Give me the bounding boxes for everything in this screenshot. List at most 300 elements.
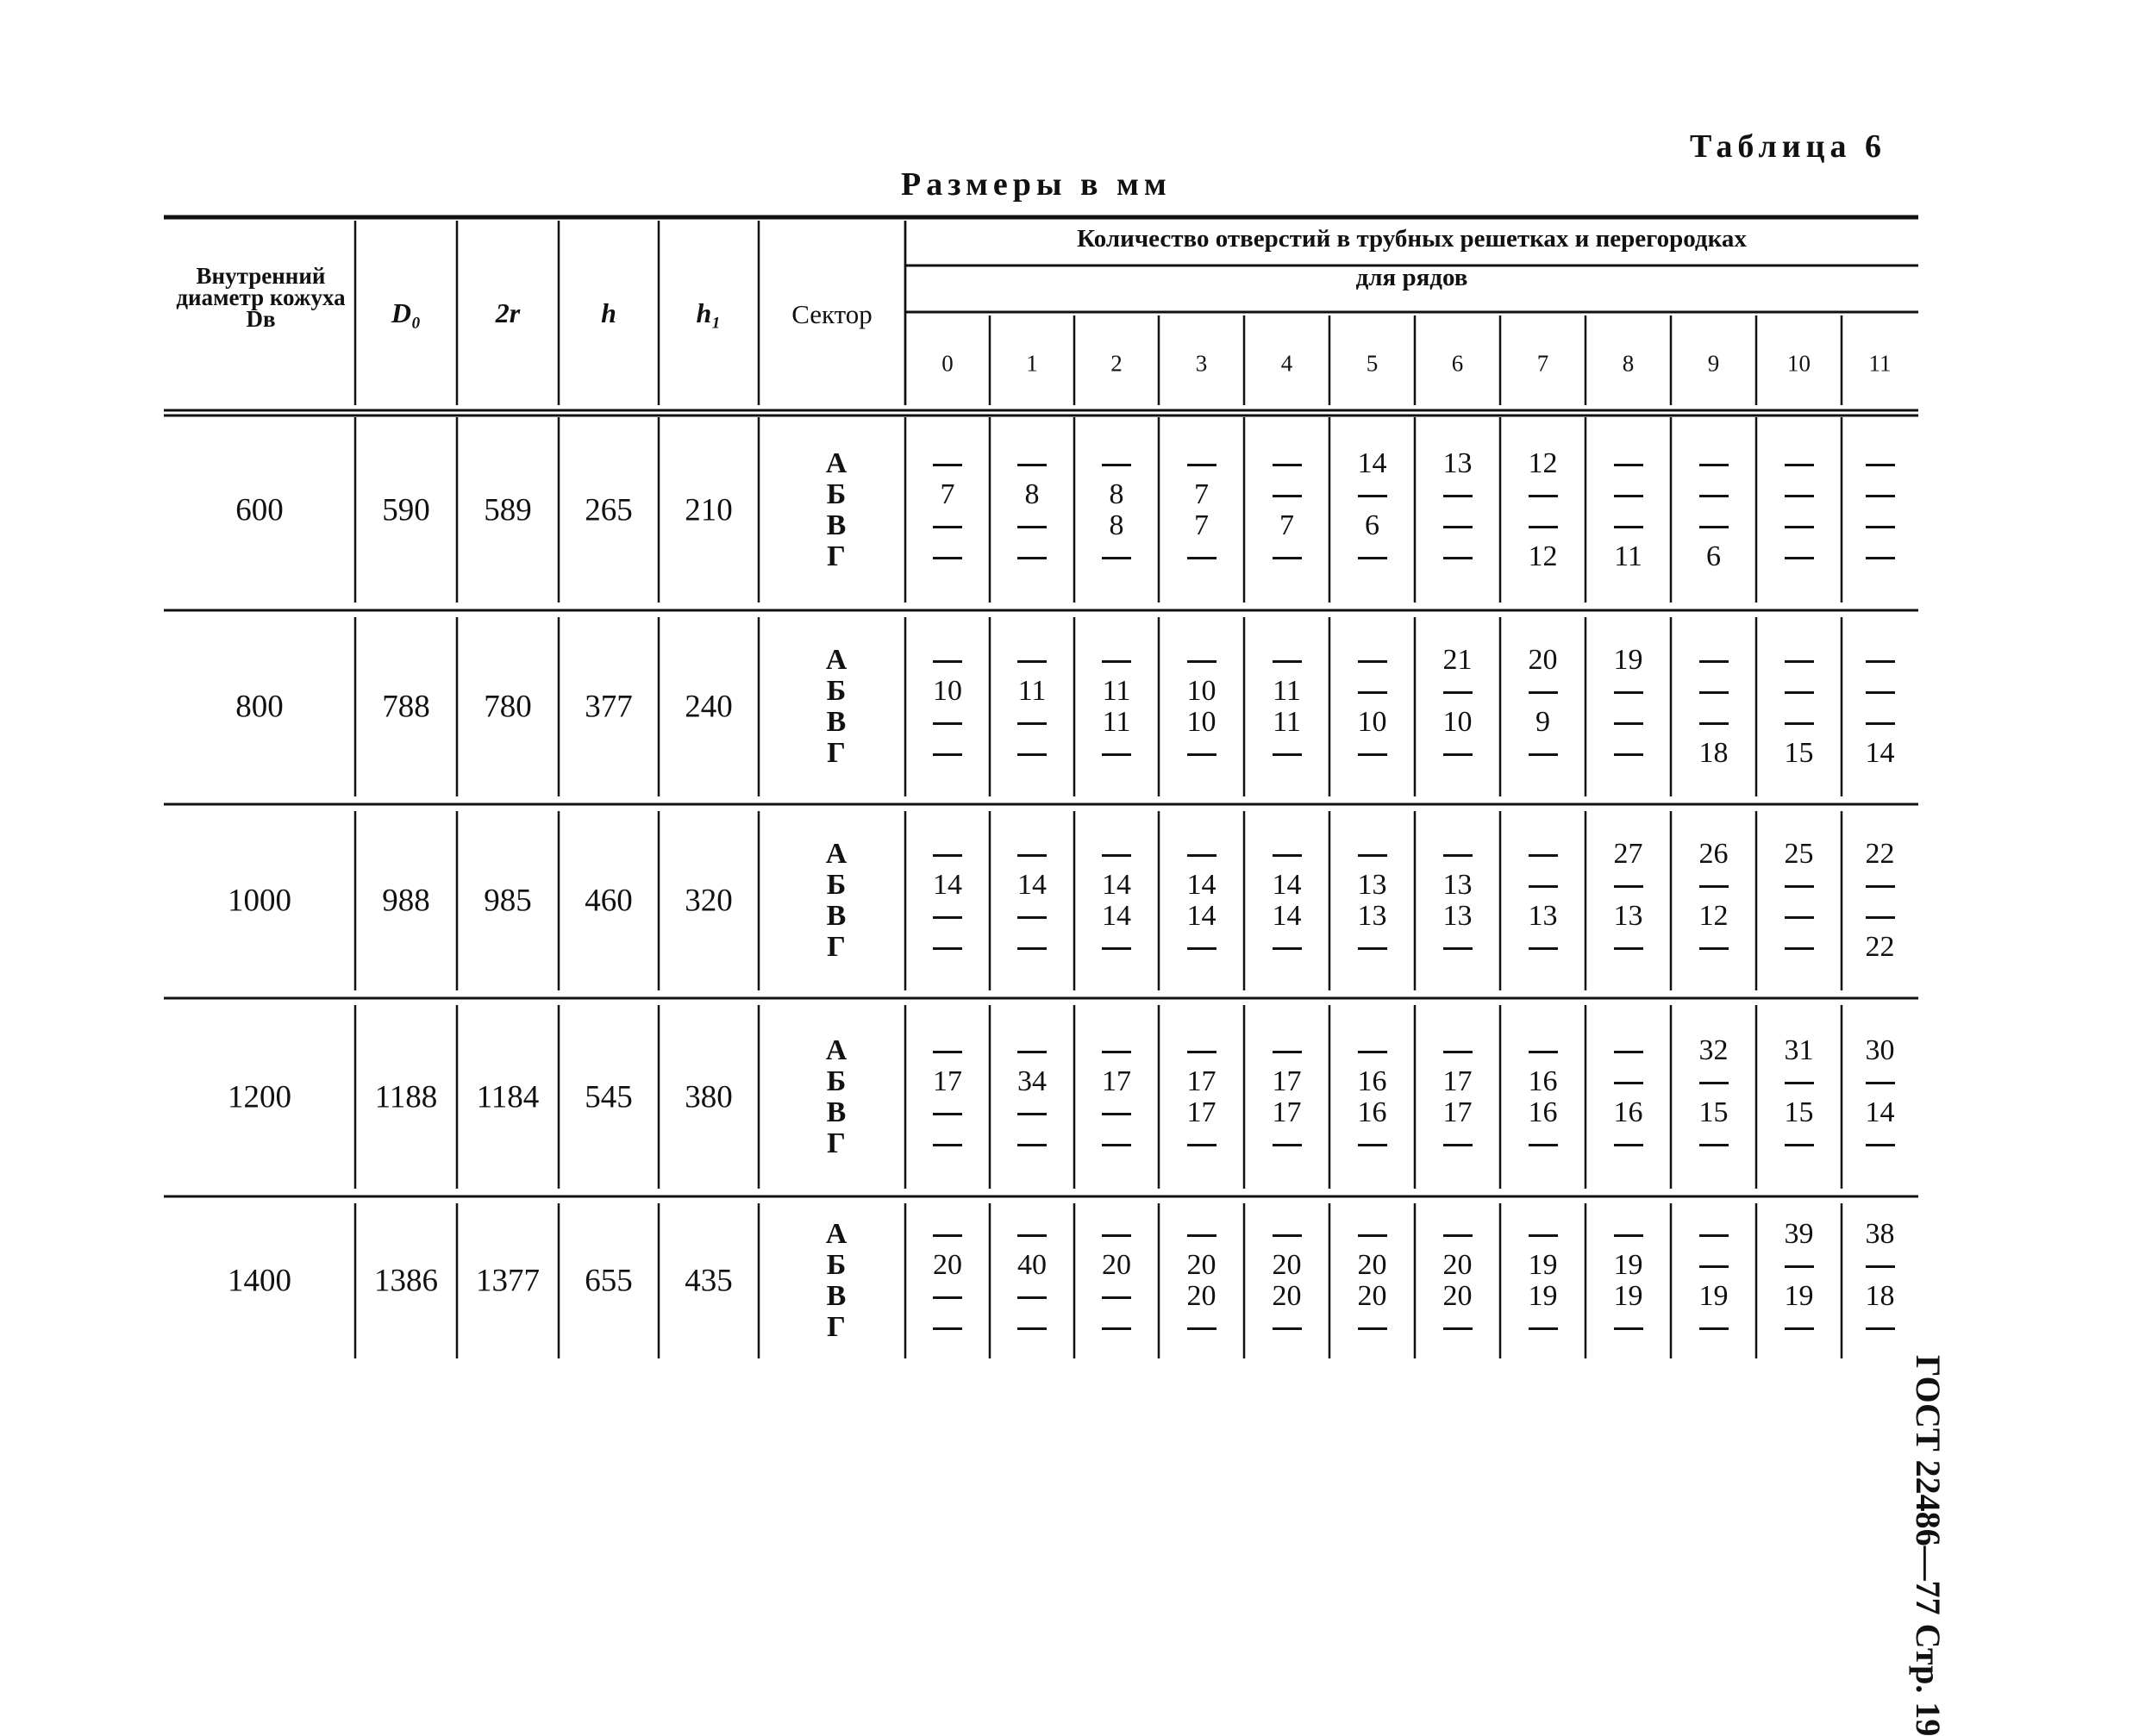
dash-mark bbox=[1017, 916, 1047, 919]
dash-mark bbox=[1614, 495, 1643, 497]
cell-h: 265 bbox=[585, 492, 633, 528]
cell-two_r: 780 bbox=[484, 689, 532, 725]
hole-count: 19 bbox=[1698, 1280, 1729, 1312]
dash-mark bbox=[1187, 1234, 1216, 1237]
dash-mark bbox=[1529, 1051, 1558, 1053]
dash-mark bbox=[1358, 1144, 1387, 1146]
hole-count: 14 bbox=[1865, 1096, 1895, 1128]
hole-count: 20 bbox=[1442, 1280, 1473, 1312]
dash-mark bbox=[1187, 1327, 1216, 1330]
dash-mark bbox=[933, 557, 962, 559]
header-diameter: Внутренний диаметр кожуха Dв bbox=[176, 263, 346, 332]
dash-mark bbox=[1017, 1296, 1047, 1299]
dash-mark bbox=[1102, 753, 1131, 756]
hole-count: 7 bbox=[1279, 509, 1294, 541]
dash-mark bbox=[933, 660, 962, 663]
cell-h1: 240 bbox=[685, 689, 733, 725]
sector-letter: Б bbox=[826, 1065, 847, 1097]
hole-count: 20 bbox=[1272, 1249, 1302, 1281]
hole-count: 9 bbox=[1535, 706, 1550, 738]
dash-mark bbox=[1614, 1144, 1643, 1146]
dash-mark bbox=[1017, 1051, 1047, 1053]
hole-count: 8 bbox=[1109, 478, 1124, 510]
hole-count: 11 bbox=[1102, 675, 1131, 707]
dash-mark bbox=[1443, 1051, 1473, 1053]
hole-count: 16 bbox=[1613, 1096, 1643, 1128]
hole-count: 7 bbox=[1194, 478, 1209, 510]
hole-count: 14 bbox=[1102, 869, 1131, 901]
hole-count: 13 bbox=[1442, 446, 1473, 479]
cell-d0: 788 bbox=[382, 689, 430, 725]
dash-mark bbox=[1358, 1234, 1387, 1237]
dash-mark bbox=[1187, 753, 1216, 756]
cell-h: 545 bbox=[585, 1079, 633, 1115]
hole-count: 17 bbox=[1442, 1065, 1473, 1097]
sector-letter: Г bbox=[827, 1127, 846, 1159]
dash-mark bbox=[1785, 691, 1814, 694]
hole-count: 11 bbox=[1102, 706, 1131, 738]
cell-two_r: 589 bbox=[484, 492, 532, 528]
hole-count: 20 bbox=[1272, 1280, 1302, 1312]
hole-count: 19 bbox=[1613, 1280, 1643, 1312]
dash-mark bbox=[1699, 660, 1729, 663]
header-group: Количество отверстий в трубных решетках и перегородках bbox=[1077, 225, 1747, 253]
row-number-4: 4 bbox=[1280, 350, 1293, 377]
row-number-11: 11 bbox=[1868, 350, 1892, 377]
header-h1: h₁ bbox=[696, 297, 722, 328]
dash-mark bbox=[1017, 557, 1047, 559]
dash-mark bbox=[1443, 1327, 1473, 1330]
dash-mark bbox=[1102, 1113, 1131, 1115]
hole-count: 18 bbox=[1865, 1280, 1895, 1312]
sector-letter: Б bbox=[826, 675, 847, 707]
cell-diameter: 600 bbox=[235, 492, 284, 528]
dash-mark bbox=[1699, 526, 1729, 528]
hole-count: 34 bbox=[1017, 1065, 1047, 1097]
dash-mark bbox=[1866, 557, 1895, 559]
hole-count: 13 bbox=[1613, 900, 1643, 932]
dash-mark bbox=[1102, 1327, 1131, 1330]
hole-count: 15 bbox=[1698, 1096, 1729, 1128]
sector-letters bbox=[826, 448, 847, 572]
cell-h1: 435 bbox=[685, 1263, 733, 1299]
dash-mark bbox=[1614, 1327, 1643, 1330]
hole-count: 30 bbox=[1865, 1033, 1895, 1066]
dash-mark bbox=[1443, 1234, 1473, 1237]
dash-mark bbox=[1017, 660, 1047, 663]
dash-mark bbox=[1273, 464, 1302, 466]
row-number-5: 5 bbox=[1366, 350, 1379, 377]
hole-count: 10 bbox=[1357, 706, 1387, 738]
dash-mark bbox=[1187, 947, 1216, 950]
cell-two_r: 1184 bbox=[476, 1079, 540, 1115]
hole-count: 12 bbox=[1528, 540, 1558, 572]
dash-mark bbox=[1699, 495, 1729, 497]
cell-h: 377 bbox=[585, 689, 633, 725]
row-number-10: 10 bbox=[1787, 350, 1811, 377]
dash-mark bbox=[1273, 1051, 1302, 1053]
hole-count: 14 bbox=[1186, 869, 1216, 901]
dash-mark bbox=[933, 722, 962, 725]
dash-mark bbox=[933, 464, 962, 466]
hole-count: 17 bbox=[1272, 1065, 1302, 1097]
row-number-2: 2 bbox=[1110, 350, 1123, 377]
sector-letters bbox=[826, 645, 847, 769]
dash-mark bbox=[1699, 464, 1729, 466]
sector-letters bbox=[826, 839, 847, 963]
dash-mark bbox=[1017, 1234, 1047, 1237]
dash-mark bbox=[1785, 722, 1814, 725]
dash-mark bbox=[1866, 1265, 1895, 1268]
hole-count: 6 bbox=[1706, 540, 1721, 572]
hole-count: 14 bbox=[933, 869, 962, 901]
hole-count: 19 bbox=[1613, 644, 1643, 676]
hole-count: 6 bbox=[1365, 509, 1379, 541]
cell-h1: 380 bbox=[685, 1079, 733, 1115]
hole-count: 21 bbox=[1442, 644, 1473, 676]
hole-count: 16 bbox=[1528, 1096, 1558, 1128]
hole-count: 32 bbox=[1698, 1033, 1729, 1066]
dash-mark bbox=[933, 1113, 962, 1115]
header-rows: для рядов bbox=[1355, 264, 1468, 291]
dash-mark bbox=[1273, 660, 1302, 663]
units-caption: Размеры в мм bbox=[901, 166, 1172, 203]
hole-count: 7 bbox=[1194, 509, 1209, 541]
dash-mark bbox=[1785, 1327, 1814, 1330]
dash-mark bbox=[1017, 1113, 1047, 1115]
dash-mark bbox=[1443, 557, 1473, 559]
dash-mark bbox=[1358, 854, 1387, 857]
dash-mark bbox=[1699, 1234, 1729, 1237]
hole-count: 16 bbox=[1357, 1065, 1387, 1097]
cell-d0: 590 bbox=[382, 492, 430, 528]
dash-mark bbox=[1102, 1234, 1131, 1237]
hole-count: 19 bbox=[1528, 1249, 1558, 1281]
dash-mark bbox=[1614, 1082, 1643, 1084]
dash-mark bbox=[1866, 526, 1895, 528]
sector-letter: Б bbox=[826, 869, 847, 901]
hole-count: 11 bbox=[1273, 675, 1301, 707]
dash-mark bbox=[1785, 1082, 1814, 1084]
cell-h: 460 bbox=[585, 883, 633, 919]
dash-mark bbox=[1102, 1296, 1131, 1299]
sector-letters bbox=[826, 1035, 847, 1159]
hole-count: 10 bbox=[1186, 706, 1216, 738]
dash-mark bbox=[1785, 1265, 1814, 1268]
hole-count: 19 bbox=[1613, 1249, 1643, 1281]
hole-count: 31 bbox=[1784, 1033, 1814, 1066]
dash-mark bbox=[1614, 526, 1643, 528]
sector-letter: А bbox=[825, 1218, 847, 1250]
dash-mark bbox=[1699, 1082, 1729, 1084]
hole-count: 10 bbox=[933, 675, 962, 707]
dash-mark bbox=[1358, 947, 1387, 950]
dash-mark bbox=[933, 1296, 962, 1299]
hole-count: 12 bbox=[1528, 446, 1558, 479]
dash-mark bbox=[1614, 722, 1643, 725]
hole-count: 17 bbox=[1186, 1096, 1216, 1128]
dash-mark bbox=[1017, 526, 1047, 528]
hole-count: 20 bbox=[1442, 1249, 1473, 1281]
hole-count: 15 bbox=[1784, 1096, 1814, 1128]
row-number-6: 6 bbox=[1451, 350, 1464, 377]
hole-count: 19 bbox=[1528, 1280, 1558, 1312]
dash-mark bbox=[1358, 660, 1387, 663]
dash-mark bbox=[1017, 854, 1047, 857]
hole-count: 17 bbox=[1102, 1065, 1131, 1097]
hole-count: 13 bbox=[1442, 900, 1473, 932]
hole-count: 13 bbox=[1357, 869, 1387, 901]
dash-mark bbox=[1614, 885, 1643, 888]
cell-diameter: 1200 bbox=[228, 1079, 291, 1115]
row-number-3: 3 bbox=[1195, 350, 1208, 377]
cell-d0: 1386 bbox=[374, 1263, 438, 1299]
sector-letter: Б bbox=[826, 1249, 847, 1281]
hole-count: 22 bbox=[1865, 838, 1895, 870]
dash-mark bbox=[1017, 464, 1047, 466]
header-2r: 2r bbox=[495, 297, 521, 328]
dash-mark bbox=[1699, 722, 1729, 725]
dash-mark bbox=[933, 753, 962, 756]
dash-mark bbox=[1187, 854, 1216, 857]
dash-mark bbox=[1866, 1144, 1895, 1146]
cell-h1: 210 bbox=[685, 492, 733, 528]
hole-count: 7 bbox=[940, 478, 955, 510]
hole-count: 22 bbox=[1865, 931, 1895, 963]
dash-mark bbox=[1102, 464, 1131, 466]
sector-letter: Б bbox=[826, 478, 847, 510]
hole-count: 17 bbox=[1442, 1096, 1473, 1128]
sector-letter: Г bbox=[827, 931, 846, 963]
dash-mark bbox=[1866, 691, 1895, 694]
dash-mark bbox=[1529, 947, 1558, 950]
dash-mark bbox=[1614, 691, 1643, 694]
dash-mark bbox=[1102, 947, 1131, 950]
dash-mark bbox=[1699, 1327, 1729, 1330]
dash-mark bbox=[1358, 1051, 1387, 1053]
hole-count: 20 bbox=[1102, 1249, 1131, 1281]
dash-mark bbox=[1529, 495, 1558, 497]
dash-mark bbox=[1785, 495, 1814, 497]
hole-count: 13 bbox=[1528, 900, 1558, 932]
dash-mark bbox=[1443, 947, 1473, 950]
dash-mark bbox=[1866, 464, 1895, 466]
sector-letter: В bbox=[826, 1280, 847, 1312]
dash-mark bbox=[1699, 885, 1729, 888]
hole-count: 25 bbox=[1784, 838, 1814, 870]
dash-mark bbox=[933, 1234, 962, 1237]
dash-mark bbox=[1785, 916, 1814, 919]
hole-count: 8 bbox=[1024, 478, 1040, 510]
hole-count: 20 bbox=[1186, 1249, 1216, 1281]
hole-count: 17 bbox=[1272, 1096, 1302, 1128]
dash-mark bbox=[1614, 1234, 1643, 1237]
dash-mark bbox=[1785, 1144, 1814, 1146]
hole-count: 26 bbox=[1698, 838, 1729, 870]
sector-letter: Г bbox=[827, 540, 846, 572]
hole-count: 40 bbox=[1017, 1249, 1047, 1281]
hole-count: 11 bbox=[1017, 675, 1047, 707]
dash-mark bbox=[1273, 947, 1302, 950]
hole-count: 17 bbox=[1186, 1065, 1216, 1097]
dash-mark bbox=[1273, 557, 1302, 559]
dash-mark bbox=[1866, 495, 1895, 497]
cell-h: 655 bbox=[585, 1263, 633, 1299]
hole-count: 10 bbox=[1442, 706, 1473, 738]
table-number: Таблица 6 bbox=[1690, 128, 1887, 165]
dash-mark bbox=[1017, 753, 1047, 756]
hole-count: 14 bbox=[1865, 737, 1895, 769]
hole-count: 27 bbox=[1613, 838, 1643, 870]
document-reference: ГОСТ 22486—77 Стр. 19 bbox=[1909, 1355, 1948, 1736]
cell-two_r: 1377 bbox=[476, 1263, 540, 1299]
dash-mark bbox=[1102, 854, 1131, 857]
dash-mark bbox=[1866, 660, 1895, 663]
row-number-1: 1 bbox=[1026, 350, 1038, 377]
dash-mark bbox=[1866, 885, 1895, 888]
dash-mark bbox=[1273, 1327, 1302, 1330]
dash-mark bbox=[1529, 1234, 1558, 1237]
sector-letter: В bbox=[826, 706, 847, 738]
dash-mark bbox=[1273, 1144, 1302, 1146]
sector-letter: В bbox=[826, 1096, 847, 1128]
dash-mark bbox=[933, 1144, 962, 1146]
header-d0: D₀ bbox=[391, 297, 422, 328]
dash-mark bbox=[1102, 557, 1131, 559]
dash-mark bbox=[1699, 947, 1729, 950]
dash-mark bbox=[1614, 753, 1643, 756]
dash-mark bbox=[1529, 1144, 1558, 1146]
cell-d0: 1188 bbox=[374, 1079, 438, 1115]
dash-mark bbox=[1529, 854, 1558, 857]
hole-count: 13 bbox=[1357, 900, 1387, 932]
dash-mark bbox=[1529, 691, 1558, 694]
dash-mark bbox=[1866, 722, 1895, 725]
dash-mark bbox=[933, 854, 962, 857]
dash-mark bbox=[1699, 1265, 1729, 1268]
sector-letter: В bbox=[826, 509, 847, 541]
hole-count: 14 bbox=[1186, 900, 1216, 932]
dash-mark bbox=[1699, 1144, 1729, 1146]
hole-count: 8 bbox=[1109, 509, 1124, 541]
dash-mark bbox=[1273, 753, 1302, 756]
sector-letters bbox=[826, 1219, 847, 1343]
hole-count: 20 bbox=[1186, 1280, 1216, 1312]
cell-h1: 320 bbox=[685, 883, 733, 919]
dash-mark bbox=[1187, 660, 1216, 663]
hole-count: 14 bbox=[1102, 900, 1131, 932]
cell-diameter: 800 bbox=[235, 689, 284, 725]
dash-mark bbox=[1273, 1234, 1302, 1237]
dash-mark bbox=[1443, 753, 1473, 756]
hole-count: 11 bbox=[1614, 540, 1642, 572]
dash-mark bbox=[1102, 660, 1131, 663]
dash-mark bbox=[1017, 1144, 1047, 1146]
dash-mark bbox=[1273, 495, 1302, 497]
hole-count: 16 bbox=[1528, 1065, 1558, 1097]
hole-count: 14 bbox=[1357, 446, 1387, 479]
dash-mark bbox=[1529, 526, 1558, 528]
dash-mark bbox=[1866, 1327, 1895, 1330]
header-sector: Сектор bbox=[791, 299, 872, 329]
cell-diameter: 1400 bbox=[228, 1263, 291, 1299]
dash-mark bbox=[1614, 947, 1643, 950]
dash-mark bbox=[1614, 464, 1643, 466]
hole-count: 17 bbox=[933, 1065, 962, 1097]
dash-mark bbox=[1443, 495, 1473, 497]
cell-d0: 988 bbox=[382, 883, 430, 919]
dash-mark bbox=[1785, 947, 1814, 950]
dash-mark bbox=[1614, 1051, 1643, 1053]
dash-mark bbox=[1785, 526, 1814, 528]
hole-count: 16 bbox=[1357, 1096, 1387, 1128]
hole-count: 14 bbox=[1272, 900, 1302, 932]
dash-mark bbox=[1358, 753, 1387, 756]
hole-count: 39 bbox=[1784, 1218, 1814, 1250]
sector-letter: А bbox=[825, 644, 847, 676]
dash-mark bbox=[1017, 1327, 1047, 1330]
cell-diameter: 1000 bbox=[228, 883, 291, 919]
dash-mark bbox=[933, 947, 962, 950]
dash-mark bbox=[1017, 722, 1047, 725]
hole-count: 12 bbox=[1698, 900, 1729, 932]
dash-mark bbox=[1358, 557, 1387, 559]
header-h: h bbox=[601, 297, 616, 328]
dash-mark bbox=[1443, 691, 1473, 694]
dash-mark bbox=[1866, 1082, 1895, 1084]
sector-letter: А bbox=[825, 446, 847, 479]
dash-mark bbox=[1785, 557, 1814, 559]
dash-mark bbox=[1785, 660, 1814, 663]
dash-mark bbox=[1358, 1327, 1387, 1330]
dash-mark bbox=[1017, 947, 1047, 950]
row-number-8: 8 bbox=[1622, 350, 1635, 377]
hole-count: 15 bbox=[1784, 737, 1814, 769]
sector-letter: А bbox=[825, 1033, 847, 1066]
dash-mark bbox=[1187, 557, 1216, 559]
sector-letter: А bbox=[825, 838, 847, 870]
row-number-0: 0 bbox=[941, 350, 954, 377]
dash-mark bbox=[933, 1327, 962, 1330]
hole-count: 38 bbox=[1865, 1218, 1895, 1250]
sector-letter: Г bbox=[827, 737, 846, 769]
dash-mark bbox=[1866, 916, 1895, 919]
hole-count: 20 bbox=[933, 1249, 962, 1281]
dash-mark bbox=[1443, 526, 1473, 528]
dash-mark bbox=[933, 916, 962, 919]
hole-count: 20 bbox=[1528, 644, 1558, 676]
dash-mark bbox=[1102, 1051, 1131, 1053]
dash-mark bbox=[1102, 1144, 1131, 1146]
dash-mark bbox=[1187, 464, 1216, 466]
dash-mark bbox=[1785, 885, 1814, 888]
dash-mark bbox=[1529, 753, 1558, 756]
hole-count: 13 bbox=[1442, 869, 1473, 901]
hole-count: 14 bbox=[1272, 869, 1302, 901]
hole-count: 20 bbox=[1357, 1280, 1387, 1312]
sector-letter: Г bbox=[827, 1311, 846, 1343]
cell-two_r: 985 bbox=[484, 883, 532, 919]
hole-count: 18 bbox=[1698, 737, 1729, 769]
dash-mark bbox=[1187, 1051, 1216, 1053]
sector-letter: В bbox=[826, 900, 847, 932]
dash-mark bbox=[933, 526, 962, 528]
dash-mark bbox=[1529, 885, 1558, 888]
hole-count: 11 bbox=[1273, 706, 1301, 738]
dash-mark bbox=[1529, 1327, 1558, 1330]
dash-mark bbox=[1699, 691, 1729, 694]
dash-mark bbox=[1443, 854, 1473, 857]
